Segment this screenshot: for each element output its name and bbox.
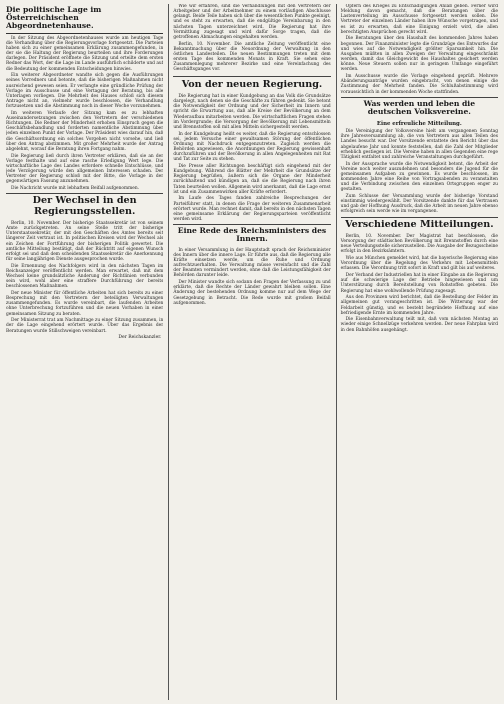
- article-paragraph: Berlin, 10. November. Der bisherige Staatssekretär ist von seinem Amte zurückgetreten. An seine Stelle tritt der bisherige Unterstaatssekretär, der mit den Geschäften des Amtes bereits seit längerer Zeit vertraut ist. In politischen Kreisen wird der Wechsel als ein Zeichen der Fortführung der bisherigen Politik gewertet. Die amtliche Mitteilung bestätigt, daß der Rücktritt auf eigenen Wunsch erfolgt sei und daß dem scheidenden Staatssekretär die Anerkennung für seine langjährigen Dienste ausgesprochen wurde.: [6, 220, 164, 263]
- article-paragraph: Der Minister wandte sich sodann den Fragen der Verfassung zu und erklärte, daß die Rechte der Länder gewahrt bleiben sollen. Eine Änderung der bestehenden Ordnung komme nur auf dem Wege der Gesetzgebung in Betracht. Die Rede wurde mit großem Beifall aufgenommen.: [173, 280, 331, 306]
- article-paragraph: In der Sitzung des Abgeordnetenhauses wurde am heutigen Tage die Verhandlung über die Regierungsvorlage fortgesetzt. Die Parteien haben sich zu einer gemeinsamen Erklärung zusammengefunden, in der sie die Haltung der Regierung beurteilen und ihre Forderungen darlegen. Der Präsident eröffnete die Sitzung und erteilte dem ersten Redner das Wort, der die Lage im Lande ausführlich schilderte und auf die Bedeutung der kommenden Entscheidungen hinwies.: [6, 35, 164, 72]
- article-paragraph: Der neue Minister für öffentliche Arbeiten hat sich bereits zu einer Besprechung mit den Vertretern der beteiligten Verwaltungen zusammengefunden. Es wurde vereinbart, die laufenden Arbeiten ohne Unterbrechung fortzuführen und die neuen Vorhaben in einer gemeinsamen Sitzung zu beraten.: [6, 290, 164, 317]
- headline-austrian-parliament: Die politische Lage im Österreichischen Abgeordnetenhause.: [6, 6, 163, 34]
- article-paragraph: Im weiteren Verlaufe der Sitzung kam es zu lebhaften Auseinandersetzungen zwischen den Vertretern der verschiedenen Richtungen. Die Redner der Minderheit erhoben Einspruch gegen die Geschäftsbehandlung und forderten namentliche Abstimmung über jeden einzelnen Punkt der Vorlage. Der Präsident wies darauf hin, daß die Geschäftsordnung ein solches Vorgehen nicht vorsehe, und ließ über den Antrag abstimmen. Mit großer Mehrheit wurde der Antrag abgelehnt, worauf die Beratung ihren Fortgang nahm.: [6, 110, 164, 152]
- article-paragraph: Der Ministerrat trat am Nachmittage zu einer Sitzung zusammen, in der die Lage eingehend erörtert wurde. Über das Ergebnis der Beratungen wurde Stillschweigen vereinbart.: [6, 318, 164, 334]
- headline-new-government: Von der neuen Regierung.: [181, 78, 323, 90]
- headline-minister-speech: Eine Rede des Reichsministers des Innern.: [177, 226, 327, 244]
- section-divider: [173, 224, 330, 225]
- article-paragraph: Aus den Provinzen wird berichtet, daß die Bestellung der Felder im allgemeinen gut vorangeschritten ist. Die Witterung war der Feldarbeit günstig, und es besteht begründete Hoffnung auf eine befriedigende Ernte im kommenden Jahre.: [340, 295, 498, 316]
- section-divider: [341, 97, 498, 98]
- headline-government-change: Der Wechsel in den Regierungsstellen.: [32, 195, 137, 217]
- article-paragraph: Die Ernennung des Nachfolgers wird in den nächsten Tagen im Reichsanzeiger veröffentlicht werden. Man erwartet, daß mit dem Wechsel keine grundsätzliche Änderung der Richtlinien verbunden sein wird, wohl aber eine straffere Durchführung der bereits beschlossenen Maßnahmen.: [6, 263, 164, 290]
- article-paragraph: Die Regierung ließ durch ihren Vertreter erklären, daß sie an der Vorlage festhalte und auf eine rasche Erledigung Wert lege. Die wirtschaftliche Lage des Landes erfordere schnelle Entschlüsse, und jede Verzögerung würde den allgemeinen Interessen schaden. Der Vertreter der Regierung schloß mit der Bitte, die Vorlage in der gegenwärtigen Fassung anzunehmen.: [6, 153, 164, 185]
- article-paragraph: Die Nachricht wurde mit lebhaftem Beifall aufgenommen.: [11, 185, 140, 191]
- section-divider: [173, 76, 330, 77]
- article-paragraph: Der Verband der Industriellen hat in einer Eingabe an die Regierung auf die schwierige Lage der Betriebe hingewiesen und um Unterstützung durch Bereitstellung von Rohstoffen gebeten. Die Regierung hat eine wohlwollende Prüfung zugesagt.: [340, 273, 498, 294]
- headline-people-associations: Was werden und leben die deutschen Volksvereine.: [363, 98, 476, 116]
- article-paragraph: Wie wir erfahren, sind die Verhandlungen mit den Vertretern der Arbeitgeber und der Arbeitnehmer zu einem vorläufigen Abschlusse gelangt. Beide Teile haben sich über die wesentlichen Punkte geeinigt, und es steht zu erwarten, daß die endgültige Vereinbarung in den nächsten Tagen unterzeichnet wird. Die Regierung hat ihre Vermittlung zugesagt und wird dafür Sorge tragen, daß die getroffenen Abmachungen eingehalten werden.: [173, 4, 331, 40]
- article-paragraph: Die Regierung hat in einer Kundgebung an das Volk die Grundsätze dargelegt, nach denen sie die Geschäfte zu führen gedenkt. Sie betont die Notwendigkeit der Ordnung und der Sicherheit im Innern und spricht die Erwartung aus, daß alle Kreise der Bevölkerung an dem Wiederaufbau mitarbeiten werden. Die wirtschaftlichen Fragen stehen im Vordergrunde; die Versorgung der Bevölkerung mit Lebensmitteln und Brennstoffen soll mit allen Mitteln sichergestellt werden.: [173, 93, 331, 130]
- article-paragraph: Die Presse aller Richtungen beschäftigt sich eingehend mit der Kundgebung. Während die Blätter der Mehrheit die Grundsätze der Regierung begrüßen, äußern sich die Organe der Minderheit zurückhaltend und kündigen an, daß sie die Regierung nach ihren Taten beurteilen wollen. Allgemein wird anerkannt, daß die Lage ernst ist und ein Zusammenwirken aller Kräfte erfordert.: [173, 163, 331, 195]
- article-paragraph: Wie aus München gemeldet wird, hat die bayerische Regierung eine Verordnung über die Regelung des Verkehrs mit Lebensmitteln erlassen. Die Verordnung tritt sofort in Kraft und gilt bis auf weiteres.: [340, 256, 498, 272]
- article-paragraph: Berlin, 10. November. Die amtliche Zeitung veröffentlicht eine Bekanntmachung über die Neuordnung der Verwaltung in den östlichen Landesteilen. Die neuen Bestimmungen treten mit dem ersten Tage des kommenden Monats in Kraft. Sie sehen eine Zusammenlegung mehrerer Bezirke und eine Vereinfachung des Geschäftsganges vor.: [173, 41, 331, 73]
- article-signature: Der Reichskanzler.: [118, 335, 162, 341]
- section-divider: [6, 193, 163, 194]
- column-left: [6, 4, 163, 700]
- article-paragraph: In der Aussprache wurde die Notwendigkeit betont, die Arbeit der Vereine noch weiter auszudehnen und besonders die Jugend für die gemeinsamen Aufgaben zu gewinnen. Es wurde beschlossen, im kommenden Jahre eine Reihe von Vortragsabenden zu veranstalten und die Verbindung zwischen den einzelnen Ortsgruppen enger zu gestalten.: [340, 161, 498, 193]
- article-paragraph: Berlin, 10. November. Der Magistrat hat beschlossen, die Versorgung der städtischen Bevölkerung mit Brennstoffen durch eine neue Verteilungsstelle sicherzustellen. Die Ausgabe der Bezugsscheine erfolgt in den Bezirksämtern.: [340, 233, 498, 255]
- article-paragraph: Opfern des Krieges zu Entschädigungen Anlaß geben. Ferner wird Meldung davon gemacht, daß die Beratungen über die Lastenverteilung im Ausschusse fortgesetzt werden sollen. Die Vertreter der einzelnen Länder haben ihre Wünsche vorgetragen, und es ist zu erwarten, daß eine Einigung erzielt wird, die allen berechtigten Ansprüchen gerecht wird.: [340, 4, 498, 35]
- article-paragraph: Zum Schlusse der Versammlung wurde der bisherige Vorstand einstimmig wiedergewählt. Der Vorsitzende dankte für das Vertrauen und gab der Hoffnung Ausdruck, daß die Arbeit im neuen Jahre ebenso erfolgreich sein werde wie im vergangenen.: [340, 193, 498, 215]
- article-paragraph: Die Vereinigung der Volksvereine hielt am vergangenen Sonntag ihre Jahresversammlung ab, die von Vertretern aus allen Teilen des Landes besucht war. Der Vorsitzende erstattete den Bericht über das abgelaufene Jahr und konnte feststellen, daß die Zahl der Mitglieder erheblich gestiegen ist. Die Vereine haben in allen Gegenden eine rege Tätigkeit entfaltet und zahlreiche Veranstaltungen durchgeführt.: [340, 129, 498, 160]
- section-divider: [341, 217, 498, 218]
- article-paragraph: Die Eisenbahnverwaltung teilt mit, daß vom nächsten Montag an wieder einige Schnellzüge verkehren werden. Der neue Fahrplan wird in den Bahnhöfen ausgehängt.: [340, 317, 498, 333]
- article-paragraph: In der Kundgebung heißt es weiter, daß die Regierung entschlossen sei, jedem Versuche einer gewaltsamen Störung der öffentlichen Ordnung mit Nachdruck entgegenzutreten. Zugleich werden die Behörden angewiesen, die Anordnungen der Regierung gewissenhaft durchzuführen und der Bevölkerung in allen Angelegenheiten mit Rat und Tat zur Seite zu stehen.: [173, 131, 331, 163]
- article-paragraph: Die Beratungen über den Haushalt des kommenden Jahres haben begonnen. Der Finanzminister legte die Grundzüge des Entwurfes dar und wies auf die Notwendigkeit größter Sparsamkeit hin. Die Ausgaben müßten in allen Zweigen der Verwaltung eingeschränkt werden, damit das Gleichgewicht des Haushaltes gesichert werden könne. Neue Steuern sollen nur in geringem Umfange eingeführt werden.: [340, 36, 498, 73]
- article-paragraph: In einer Versammlung in der Hauptstadt sprach der Reichsminister des Innern über die innere Lage. Er führte aus, daß die Regierung alle Kräfte einsetzen werde, um die Ruhe und Ordnung aufrechtzuerhalten. Die Verwaltung müsse vereinfacht und die Zahl der Beamten vermindert werden, ohne daß die Leistungsfähigkeit der Behörden darunter leide.: [173, 247, 331, 279]
- article-paragraph: Ein weiterer Abgeordneter wandte sich gegen die Ausführungen seines Vorredners und betonte, daß die bisherigen Maßnahmen nicht ausreichend gewesen seien. Er verlangte eine gründliche Prüfung der Vorlage im Ausschusse und eine Vertagung der Beratung, bis alle Unterlagen vorliegen. Die Mehrheit des Hauses schloß sich diesem Antrage nicht an, vielmehr wurde beschlossen, die Verhandlung fortzusetzen und die Abstimmung noch in dieser Woche vorzunehmen.: [6, 73, 164, 110]
- subheadline: Eine erfreuliche Mitteilung.: [376, 121, 462, 128]
- article-paragraph: Im Laufe des Tages fanden zahlreiche Besprechungen der Parteiführer statt, in denen die Frage der weiteren Zusammenarbeit erörtert wurde. Man rechnet damit, daß bereits in den nächsten Tagen eine gemeinsame Erklärung der Regierungsparteien veröffentlicht werden wird.: [173, 196, 331, 223]
- article-paragraph: Im Ausschusse wurde die Vorlage eingehend geprüft. Mehrere Abänderungsanträge wurden eingebracht, von denen einige die Zustimmung der Mehrheit fanden. Die Schlußabstimmung wird voraussichtlich in der kommenden Woche stattfinden.: [340, 74, 498, 95]
- column-right: [336, 4, 498, 700]
- headline-various-notices: Verschiedene Mitteilungen.: [345, 218, 494, 230]
- column-middle: [168, 4, 330, 700]
